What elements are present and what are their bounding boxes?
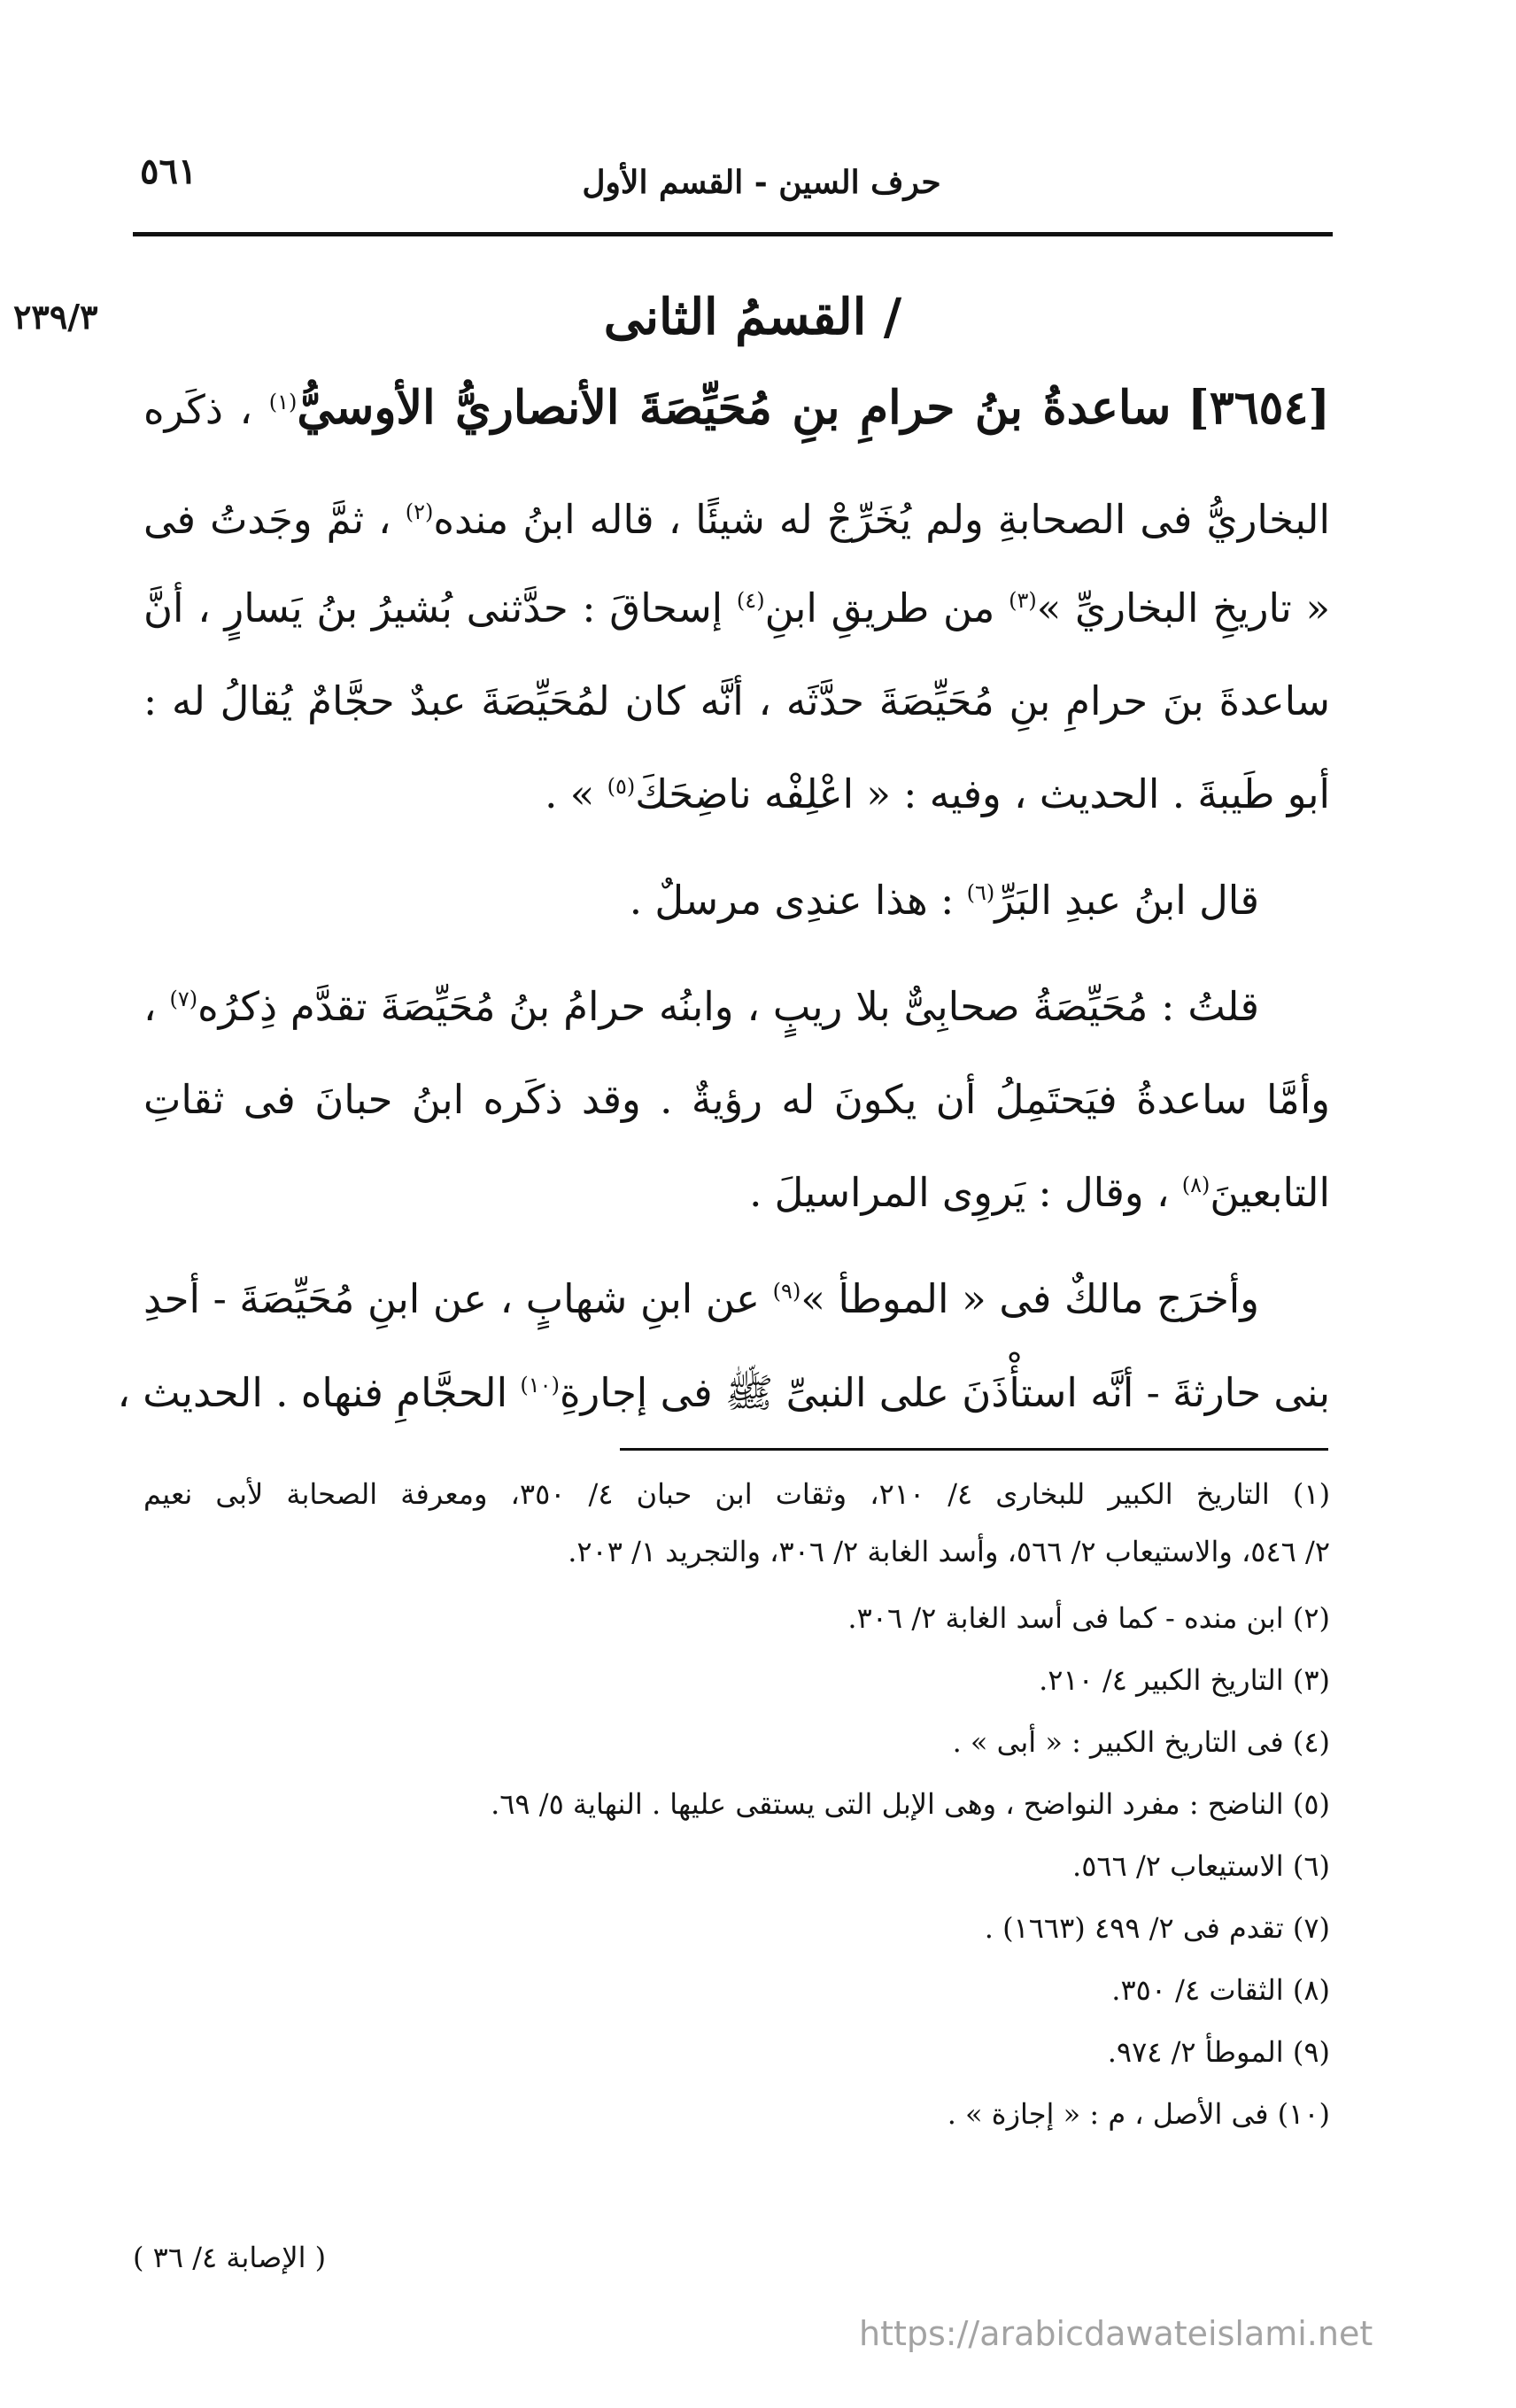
body-text: : هذا عندِى مرسلٌ . (629, 877, 955, 924)
footnote-10: (١٠) فى الأصل ، م : « إجازة » . (947, 2097, 1330, 2131)
footnote-marker: (١) (268, 390, 298, 414)
paragraph-line (143, 877, 1259, 924)
body-text: الحجَّامِ فنهاه . الحديث ، (117, 1369, 508, 1416)
entry-line (143, 677, 1330, 724)
watermark-url: https://arabicdawateislami.net (859, 2314, 1373, 2353)
footnote-6: (٦) الاستيعاب ٢/ ٥٦٦. (1072, 1849, 1330, 1883)
footnote-1-line-2: ٢/ ٥٤٦، والاستيعاب ٢/ ٥٦٦، وأسد الغابة ٢/ ٣٠٦، والتجريد ١/ ٢٠٣. (568, 1535, 1330, 1568)
source-reference: ( الإصابة ٤/ ٣٦ ) (133, 2241, 327, 2274)
footnote-marker: (٦) (966, 880, 995, 905)
paragraph-line (143, 1275, 1259, 1322)
body-text: بنى حارثةَ - أنَّه استأْذَنَ على النبىِّ ﷺ فى إجارةِ (559, 1369, 1330, 1416)
body-text: قلتُ : مُحَيِّصَةُ صحابِىٌّ بلا ريبٍ ، وابنُه حرامُ بنُ مُحَيِّصَةَ تقدَّم ذِكرُه (197, 983, 1259, 1030)
body-text: ، ثمَّ وجَدتُ فى (143, 496, 391, 543)
margin-reference: ٢٣٩/٣ (13, 297, 98, 337)
paragraph-line (143, 1169, 1330, 1216)
footnote-7: (٧) تقدم فى ٢/ ٤٩٩ (١٦٦٣) . (984, 1911, 1330, 1945)
entry-name: ساعدةُ بنُ حرامِ بنِ مُحَيِّصَةَ الأنصاريُّ الأوسيُّ (297, 381, 1172, 435)
body-text: أبو طَيبةَ . الحديث ، وفيه : « اعْلِفْه ناضِحَكَ (635, 770, 1330, 817)
paragraph-line (143, 983, 1259, 1030)
body-text: « تاريخِ البخاريِّ » (1036, 585, 1331, 631)
footnote-marker: (٢) (405, 499, 434, 524)
footnote-9: (٩) الموطأ ٢/ ٩٧٤. (1107, 2035, 1330, 2069)
body-text: التابعينَ (1210, 1169, 1330, 1216)
entry-number: [٣٦٥٤] (1187, 381, 1331, 435)
body-text: وأخرَج مالكٌ فى « الموطأ » (801, 1275, 1260, 1322)
footnote-1-line-1: (١) التاريخ الكبير للبخارى ٤/ ٢١٠، وثقات ابن حبان ٤/ ٣٥٠، ومعرفة الصحابة لأبى نعيم (143, 1477, 1331, 1511)
entry-line (143, 770, 1330, 817)
entry-line (143, 585, 1330, 631)
body-text: إسحاقَ : حدَّثنى بُشيرُ بنُ يَسارٍ ، أنَّ (143, 585, 723, 631)
body-text: ، ذكَره (143, 386, 253, 433)
header-rule (133, 232, 1333, 236)
body-text: ساعدةَ بنَ حرامِ بنِ مُحَيِّصَةَ حدَّثَه ، أنَّه كان لمُحَيِّصَةَ عبدٌ حجَّامٌ يُقالُ له : (143, 677, 1330, 724)
footnote-marker: (٩) (772, 1279, 801, 1304)
footnote-marker: (٣) (1009, 588, 1037, 613)
body-text: قال ابنُ عبدِ البَرِّ (994, 877, 1259, 924)
footnote-marker: (٥) (607, 774, 636, 799)
footnote-marker: (٧) (169, 987, 198, 1011)
body-text: » . (545, 770, 595, 817)
body-text: ، (143, 983, 157, 1030)
paragraph-line (143, 1076, 1330, 1123)
body-text: ، وقال : يَروِى المراسيلَ . (749, 1169, 1170, 1216)
footnote-separator (620, 1448, 1328, 1451)
footnote-3: (٣) التاريخ الكبير ٤/ ٢١٠. (1039, 1663, 1330, 1697)
body-text: البخاريُّ فى الصحابةِ ولم يُخَرِّجْ له شيئًا ، قاله ابنُ منده (433, 496, 1330, 543)
body-text: من طريقِ ابنِ (764, 585, 995, 631)
footnote-marker: (٨) (1181, 1173, 1210, 1197)
section-title: / القسمُ الثانى (603, 288, 902, 346)
footnote-2: (٢) ابن منده - كما فى أسد الغابة ٢/ ٣٠٦. (847, 1601, 1330, 1635)
page-number: ٥٦١ (140, 151, 197, 192)
body-text: عن ابنِ شهابٍ ، عن ابنِ مُحَيِّصَةَ - أحدِ (143, 1275, 761, 1322)
footnote-4: (٤) فى التاريخ الكبير : « أبى » . (952, 1725, 1330, 1759)
entry-heading-line (143, 381, 1330, 435)
footnote-marker: (١٠) (520, 1373, 560, 1398)
running-title: حرف السين - القسم الأول (582, 164, 941, 201)
footnote-8: (٨) الثقات ٤/ ٣٥٠. (1111, 1973, 1330, 2007)
paragraph-line (117, 1368, 1330, 1427)
footnote-5: (٥) الناضح : مفرد النواضح ، وهى الإبل التى يستقى عليها . النهاية ٥/ ٦٩. (491, 1787, 1330, 1821)
entry-line (143, 496, 1330, 543)
footnote-marker: (٤) (736, 588, 765, 613)
body-text: وأمَّا ساعدةُ فيَحتَمِلُ أن يكونَ له رؤيةٌ . وقد ذكَره ابنُ حبانَ فى ثقاتِ (143, 1076, 1330, 1123)
